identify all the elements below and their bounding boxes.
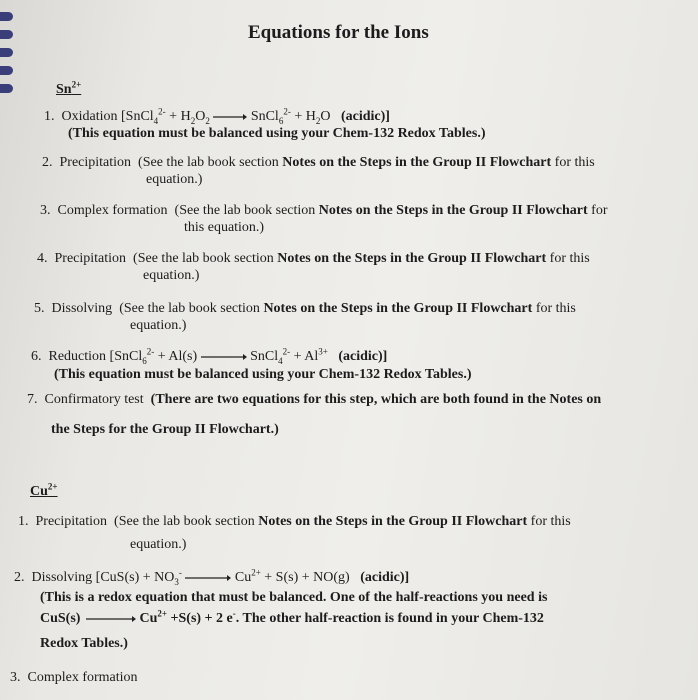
binder-ring <box>0 30 13 39</box>
sn-item-1: 1. Oxidation [SnCl$_4^{2-}$ + $H_2O_2$ SnCl$_6^{2-}$ + $H_2O$ (acidic)] <box>44 106 390 126</box>
page-title: Equations for the Ions <box>248 22 429 43</box>
binder-ring <box>0 48 13 57</box>
sn-item-4: 4. Precipitation (See the lab book section Notes on the Steps in the Group II Flowchart for this <box>37 251 590 266</box>
sn-item-5: 5. Dissolving (See the lab book section Notes on the Steps in the Group II Flowchart for this <box>34 301 576 316</box>
sn-item-3-cont: this equation.) <box>184 220 265 235</box>
sn-item-7: 7. Confirmatory test (There are two equations for this step, which are both found in the Notes on <box>27 392 602 407</box>
cu-section-header: $Cu^{2+}$ <box>30 481 58 499</box>
binder-ring <box>0 84 13 93</box>
reaction-arrow-icon <box>185 574 231 582</box>
cu-item-1-cont: equation.) <box>130 537 187 552</box>
binder-ring <box>0 66 13 75</box>
reaction-arrow-icon <box>213 113 247 121</box>
sn-section-header: $Sn^{2+}$ <box>56 79 82 97</box>
sn-item-6-note: (This equation must be balanced using your Chem-132 Redox Tables.) <box>54 367 472 382</box>
sn-item-3: 3. Complex formation (See the lab book section Notes on the Steps in the Group II Flowchart for <box>40 203 608 218</box>
binder-edge <box>0 0 14 700</box>
sn-item-7-cont: the Steps for the Group II Flowchart.) <box>51 422 279 437</box>
sn-item-5-cont: equation.) <box>130 318 187 333</box>
cu-item-2-cont: Redox Tables.) <box>40 636 128 651</box>
reaction-arrow-icon <box>201 353 247 361</box>
binder-ring <box>0 12 13 21</box>
cu-item-3: 3. Complex formation <box>10 670 138 685</box>
cu-item-1: 1. Precipitation (See the lab book section Notes on the Steps in the Group II Flowchart for this <box>18 514 571 529</box>
cu-item-2: 2. Dissolving [$CuS(s) + NO_3^-$ $Cu^{2+} + S(s) + NO(g)$ (acidic)] <box>14 567 410 587</box>
sn-item-1-note: (This equation must be balanced using your Chem-132 Redox Tables.) <box>68 126 486 141</box>
sn-item-6: 6. Reduction [SnCl$_6^{2-}$ + Al(s) SnCl$_4^{2-}$ + $Al^{3+}$ (acidic)] <box>31 346 388 366</box>
sn-item-2: 2. Precipitation (See the lab book section Notes on the Steps in the Group II Flowchart for this <box>42 155 595 170</box>
sn-item-2-cont: equation.) <box>146 172 203 187</box>
sn-item-4-cont: equation.) <box>143 268 200 283</box>
cu-item-2-half-reaction: CuS(s) $Cu^{2+} +S(s) + 2$ e-. The other half-reaction is found in your Chem-132 <box>40 608 544 626</box>
cu-item-2-note: (This is a redox equation that must be balanced. One of the half-reactions you need is <box>40 590 548 605</box>
reaction-arrow-icon <box>84 615 136 623</box>
